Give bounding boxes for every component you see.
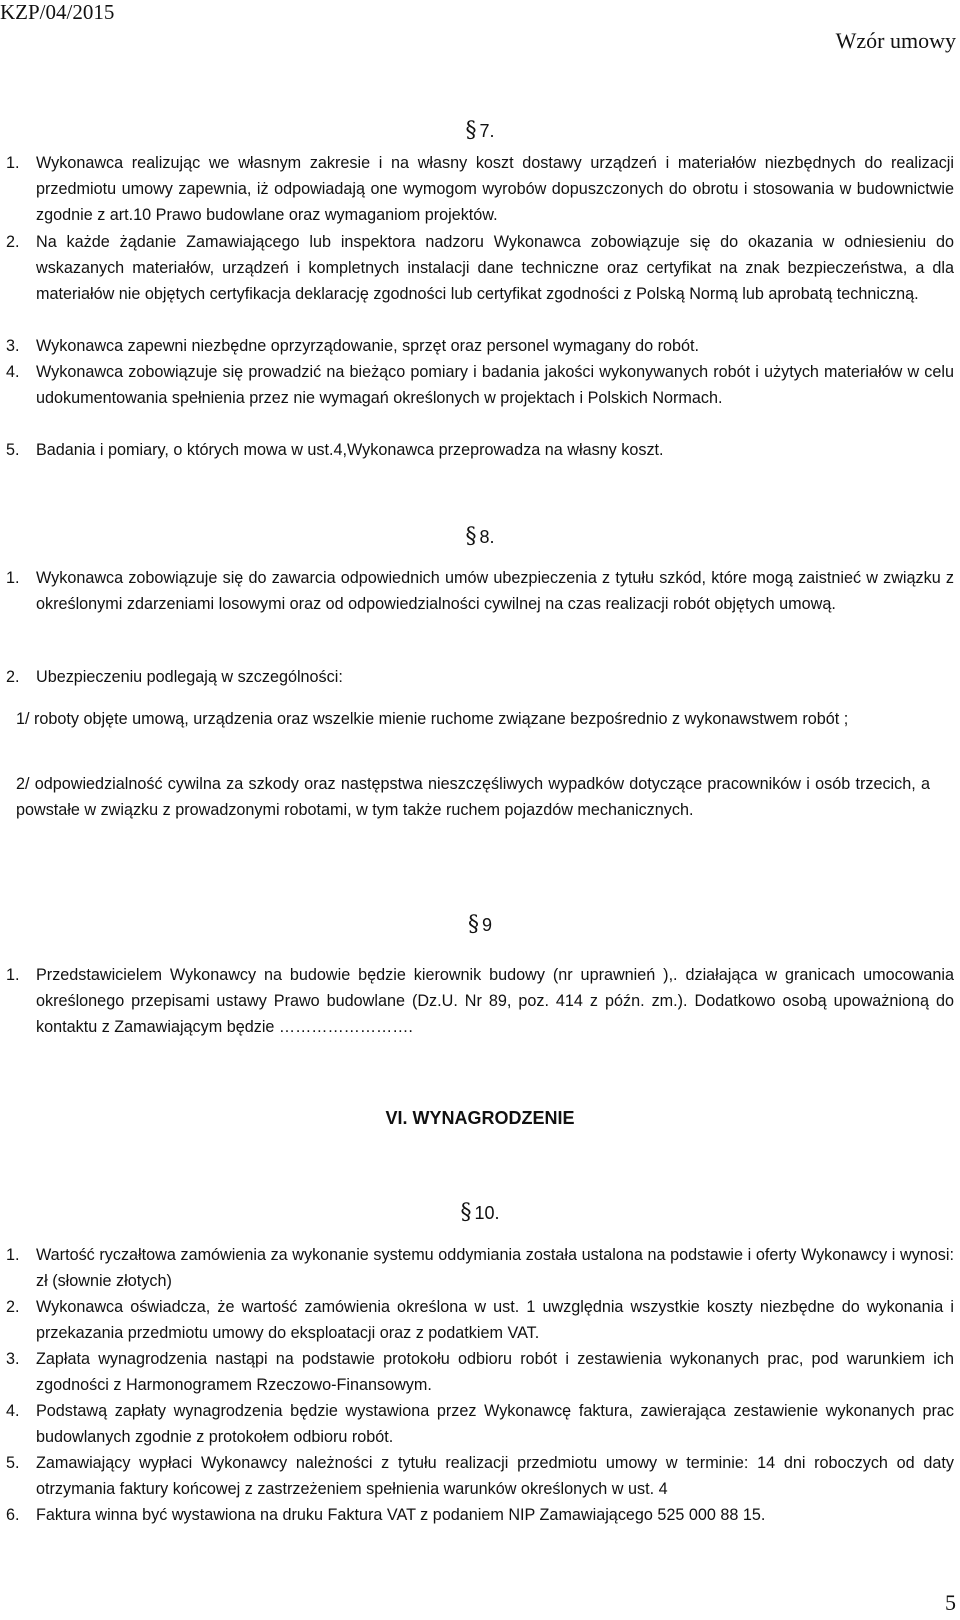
- document-code: KZP/04/2015: [0, 0, 115, 24]
- item-number: 2.: [6, 668, 20, 686]
- section-heading-9: [0, 912, 960, 937]
- list-item: [6, 565, 954, 617]
- item-text: Podstawą zapłaty wynagrodzenia będzie wystawiona przez Wykonawcę faktura, zawierająca zestawienie wykonanych prac budowlanych zgodnie z protokołem odbioru robót.: [36, 1402, 954, 1446]
- list-item: [6, 437, 954, 463]
- list-item: [6, 1242, 954, 1294]
- section-heading-10: [0, 1200, 960, 1225]
- item-text: Zapłata wynagrodzenia nastąpi na podstawie protokołu odbioru robót i zestawienia wykonanych prac, pod warunkiem ich zgodności z Harmonogramem Rzeczowo-Finansowym.: [36, 1350, 954, 1394]
- item-text: Faktura winna być wystawiona na druku Faktura VAT z podaniem NIP Zamawiającego 525 000 88 15.: [36, 1506, 766, 1524]
- list-item: [6, 1294, 954, 1346]
- item-text: Przedstawicielem Wykonawcy na budowie będzie kierownik budowy (nr uprawnień ),. działająca w granicach umocowania określonego przepisami ustawy Prawo budowlane (Dz.U. Nr 89, poz. 414 z późn. zm.). Dodatkowo osobą upoważnioną do kontaktu z Zamawiającym będzie …………………….: [36, 966, 954, 1036]
- item-number: 3.: [6, 1350, 20, 1368]
- document-type-header: Wzór umowy: [835, 28, 956, 53]
- item-number: 2.: [6, 1298, 20, 1316]
- item-number: 4.: [6, 1402, 20, 1420]
- item-text: Na każde żądanie Zamawiającego lub inspektora nadzoru Wykonawca zobowiązuje się do okazania w odniesieniu do wskazanych materiałów, urządzeń i kompletnych instalacji dane techniczne oraz certyfikat na znak bezpieczeństwa, a dla materiałów nie objętych certyfikacja deklarację zgodności lub certyfikat zgodności z Polską Normą lub aprobatą techniczną.: [36, 233, 954, 303]
- list-item: [6, 229, 954, 307]
- section-number: 7.: [479, 121, 495, 141]
- list-item: [6, 359, 954, 411]
- list-item: [6, 962, 954, 1040]
- item-number: 1.: [6, 1246, 20, 1264]
- section-symbol: §: [465, 118, 477, 143]
- item-text: Wykonawca zapewni niezbędne oprzyrządowanie, sprzęt oraz personel wymagany do robót.: [36, 337, 699, 355]
- item-number: 1.: [6, 569, 20, 587]
- item-number: 4.: [6, 363, 20, 381]
- list-item: [6, 1450, 954, 1502]
- item-text: Zamawiający wypłaci Wykonawcy należności z tytułu realizacji przedmiotu umowy w terminie: 14 dni roboczych od daty otrzymania faktury końcowej z zastrzeżeniem spełnienia warunków określonych w ust. 4: [36, 1454, 954, 1498]
- item-text: Wykonawca realizując we własnym zakresie i na własny koszt dostawy urządzeń i materiałów niezbędnych do realizacji przedmiotu umowy zapewnia, iż odpowiadają one wymogom wyrobów dopuszczonych do obrotu i stosowania w budownictwie zgodnie z art.10 Prawo budowlane oraz wymaganiom projektów.: [36, 154, 954, 224]
- section-heading-8: [0, 524, 960, 549]
- sub-item: [16, 706, 930, 732]
- item-text: Wartość ryczałtowa zamówienia za wykonanie systemu oddymiania została ustalona na podstawie i oferty Wykonawcy i wynosi: zł (słownie złotych): [36, 1246, 954, 1290]
- item-text: Wykonawca oświadcza, że wartość zamówienia określona w ust. 1 uwzględnia wszystkie koszty niezbędne do wykonania i przekazania przedmiotu umowy do eksploatacji oraz z podatkiem VAT.: [36, 1298, 954, 1342]
- item-text: Badania i pomiary, o których mowa w ust.4,Wykonawca przeprowadza na własny koszt.: [36, 441, 664, 459]
- item-number: 1.: [6, 154, 20, 172]
- item-number: 1.: [6, 966, 20, 984]
- section-symbol: §: [465, 524, 477, 549]
- list-item: [6, 1502, 954, 1528]
- item-text: Wykonawca zobowiązuje się do zawarcia odpowiednich umów ubezpieczenia z tytułu szkód, które mogą zaistnieć w związku z określonymi zdarzeniami losowymi oraz od odpowiedzialności cywilnej na czas realizacji robót objętych umową.: [36, 569, 954, 613]
- section-number: 9: [481, 915, 492, 935]
- page-number: 5: [945, 1590, 956, 1615]
- item-number: 5.: [6, 441, 20, 459]
- section-symbol: §: [467, 912, 479, 937]
- sub-item-text: 2/ odpowiedzialność cywilna za szkody oraz następstwa nieszczęśliwych wypadków dotyczące pracowników i osób trzecich, a powstałe w związku z prowadzonymi robotami, w tym także ruchem pojazdów mechanicznych.: [16, 775, 930, 819]
- section-symbol: §: [460, 1200, 472, 1225]
- section-number: 10.: [474, 1203, 500, 1223]
- list-item: [6, 150, 954, 228]
- sub-item-text: 1/ roboty objęte umową, urządzenia oraz wszelkie mienie ruchome związane bezpośrednio z wykonawstwem robót ;: [16, 710, 849, 728]
- list-item: [6, 333, 954, 359]
- sub-item: [16, 771, 930, 823]
- list-item: [6, 664, 954, 690]
- item-text: Ubezpieczeniu podlegają w szczególności:: [36, 668, 343, 686]
- chapter-title: VI. WYNAGRODZENIE: [385, 1108, 575, 1128]
- item-text: Wykonawca zobowiązuje się prowadzić na bieżąco pomiary i badania jakości wykonywanych robót i użytych materiałów w celu udokumentowania spełnienia przez nie wymagań określonych w projektach i Polskich Normach.: [36, 363, 954, 407]
- list-item: [6, 1398, 954, 1450]
- item-number: 2.: [6, 233, 20, 251]
- section-number: 8.: [479, 527, 495, 547]
- item-number: 3.: [6, 337, 20, 355]
- item-number: 5.: [6, 1454, 20, 1472]
- section-heading-7: [0, 118, 960, 143]
- item-number: 6.: [6, 1506, 20, 1524]
- list-item: [6, 1346, 954, 1398]
